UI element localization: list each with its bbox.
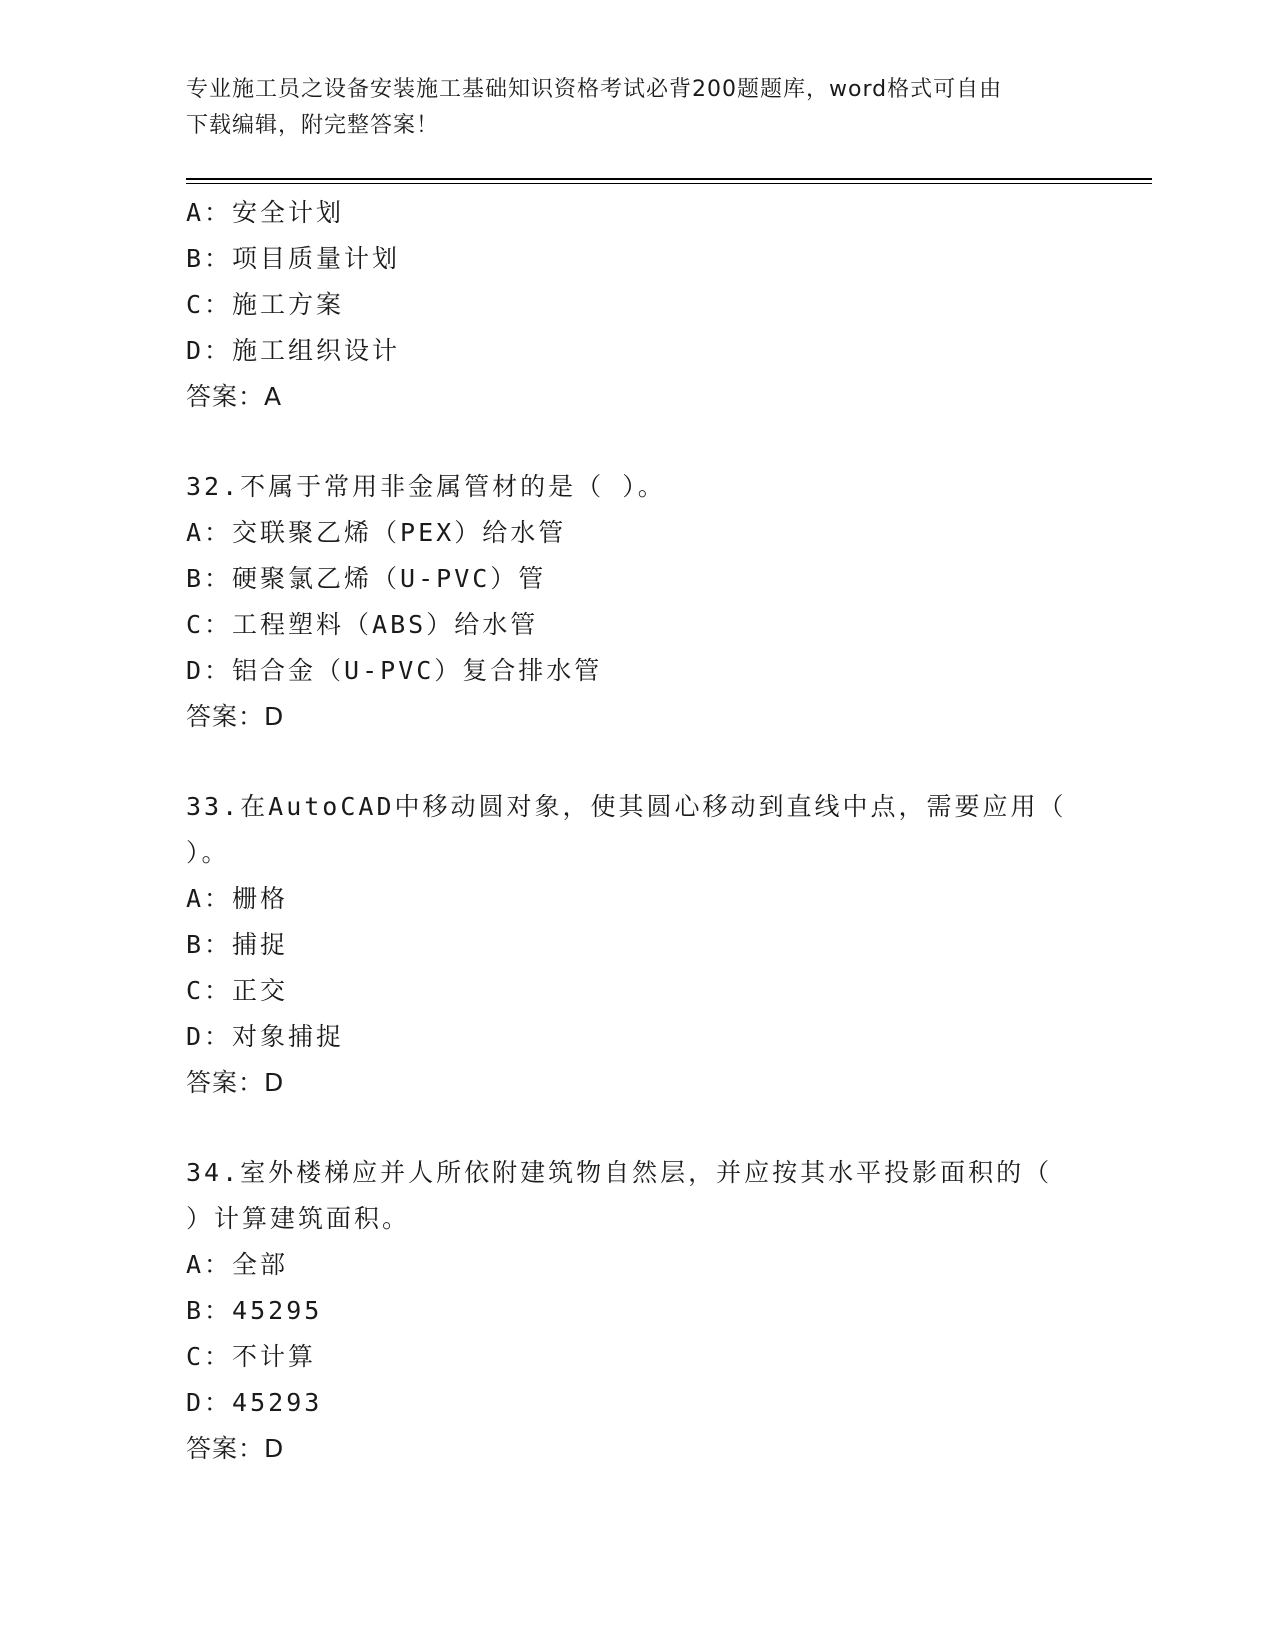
option-a: A：交联聚乙烯（PEX）给水管 xyxy=(186,518,567,547)
header-line-1: 专业施工员之设备安装施工基础知识资格考试必背200题题库，word格式可自由 xyxy=(186,77,1003,102)
option-c: C：工程塑料（ABS）给水管 xyxy=(186,610,539,639)
option-a: A：栅格 xyxy=(186,884,289,913)
question-32 xyxy=(186,464,1086,740)
answer-line: 答案：D xyxy=(186,702,285,731)
option-d: D：对象捕捉 xyxy=(186,1022,345,1051)
question-list xyxy=(186,190,1086,1472)
answer-line: 答案：A xyxy=(186,382,283,411)
question-stem-continued: ）计算建筑面积。 xyxy=(186,1204,411,1233)
question-gap xyxy=(186,740,1086,784)
option-c: C：不计算 xyxy=(186,1342,317,1371)
header-divider-thin xyxy=(186,183,1152,184)
question-stem-continued: ）。 xyxy=(186,838,230,867)
question-33 xyxy=(186,784,1086,1106)
answer-line: 答案：D xyxy=(186,1434,285,1463)
option-a: A：全部 xyxy=(186,1250,289,1279)
option-d: D：45293 xyxy=(186,1388,323,1417)
option-b: B：硬聚氯乙烯（U-PVC）管 xyxy=(186,564,547,593)
option-c: C：正交 xyxy=(186,976,289,1005)
question-31 xyxy=(186,190,1086,420)
option-c: C：施工方案 xyxy=(186,290,345,319)
option-d: D：施工组织设计 xyxy=(186,336,401,365)
answer-line: 答案：D xyxy=(186,1068,285,1097)
option-b: B：捕捉 xyxy=(186,930,289,959)
header-line-2: 下载编辑，附完整答案！ xyxy=(186,113,440,138)
question-34 xyxy=(186,1150,1086,1472)
document-header xyxy=(186,72,1066,144)
question-gap xyxy=(186,420,1086,464)
option-b: B：项目质量计划 xyxy=(186,244,401,273)
question-stem: 34.室外楼梯应并人所依附建筑物自然层，并应按其水平投影面积的（ xyxy=(186,1158,1053,1187)
question-stem: 32.不属于常用非金属管材的是（ ）。 xyxy=(186,472,666,501)
question-gap xyxy=(186,1106,1086,1150)
question-stem: 33.在AutoCAD中移动圆对象，使其圆心移动到直线中点，需要应用（ xyxy=(186,792,1067,821)
option-b: B：45295 xyxy=(186,1296,323,1325)
option-a: A：安全计划 xyxy=(186,198,345,227)
option-d: D：铝合金（U-PVC）复合排水管 xyxy=(186,656,603,685)
header-divider-thick xyxy=(186,178,1152,180)
